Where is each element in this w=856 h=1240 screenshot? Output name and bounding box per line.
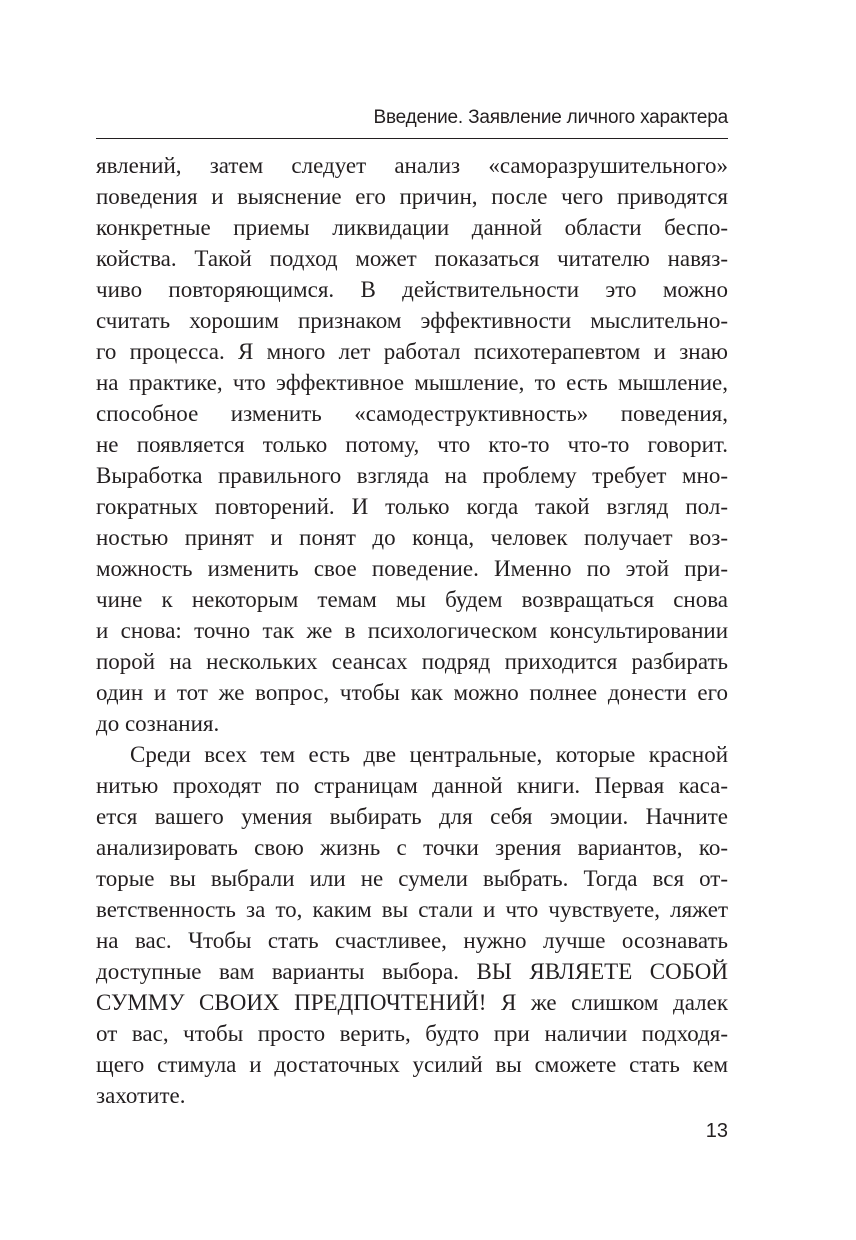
text-line: ветственность за то, каким вы стали и что чувствуете, ляжет (96, 897, 728, 922)
text-line: койства. Такой подход может показаться читателю навяз- (96, 246, 728, 271)
text-line: один и тот же вопрос, чтобы как можно полнее донести его (96, 680, 728, 705)
text-line: чиво повторяющимся. В действительности это можно (96, 277, 728, 302)
text-line: торые вы выбрали или не сумели выбрать. Тогда вся от- (96, 866, 728, 891)
text-line: Среди всех тем есть две центральные, которые красной (130, 742, 728, 767)
text-line: захотите. (96, 1083, 186, 1108)
paragraph (96, 150, 728, 739)
text-line: на практике, что эффективное мышление, то есть мышление, (96, 370, 728, 395)
text-line: можность изменить свое поведение. Именно по этой при- (96, 556, 728, 581)
text-line: порой на нескольких сеансах подряд приходится разбирать (96, 649, 728, 674)
text-line: не появляется только потому, что кто-то что-то говорит. (96, 432, 728, 457)
text-line: до сознания. (96, 711, 220, 736)
text-line: СУММУ СВОИХ ПРЕДПОЧТЕНИЙ! Я же слишком далек (96, 990, 728, 1015)
text-line: поведения и выяснение его причин, после чего приводятся (96, 184, 728, 209)
paragraph (96, 739, 728, 1111)
text-line: нитью проходят по страницам данной книги. Первая каса- (96, 773, 728, 798)
text-line: на вас. Чтобы стать счастливее, нужно лучше осознавать (96, 928, 728, 953)
page-number: 13 (705, 1120, 728, 1142)
text-line: ется вашего умения выбирать для себя эмоции. Начните (96, 804, 728, 829)
text-line: гократных повторений. И только когда такой взгляд пол- (96, 494, 728, 519)
header-rule (96, 138, 728, 139)
text-line: явлений, затем следует анализ «саморазрушительного» (96, 153, 728, 178)
text-line: и снова: точно так же в психологическом консультировании (96, 618, 728, 643)
text-line: конкретные приемы ликвидации данной области беспо- (96, 215, 728, 240)
text-line: чине к некоторым темам мы будем возвращаться снова (96, 587, 728, 612)
text-line: считать хорошим признаком эффективности мыслительно- (96, 308, 728, 333)
text-line: го процесса. Я много лет работал психотерапевтом и знаю (96, 339, 728, 364)
text-line: Выработка правильного взгляда на проблему требует мно- (96, 463, 728, 488)
text-line: способное изменить «самодеструктивность» поведения, (96, 401, 728, 426)
text-line: ностью принят и понят до конца, человек получает воз- (96, 525, 728, 550)
text-line: щего стимула и достаточных усилий вы сможете стать кем (96, 1052, 728, 1077)
body-text (96, 150, 728, 1111)
running-header: Введение. Заявление личного характера (373, 107, 728, 128)
text-line: от вас, чтобы просто верить, будто при наличии подходя- (96, 1021, 728, 1046)
text-line: доступные вам варианты выбора. ВЫ ЯВЛЯЕТЕ СОБОЙ (96, 959, 728, 984)
text-line: анализировать свою жизнь с точки зрения вариантов, ко- (96, 835, 728, 860)
